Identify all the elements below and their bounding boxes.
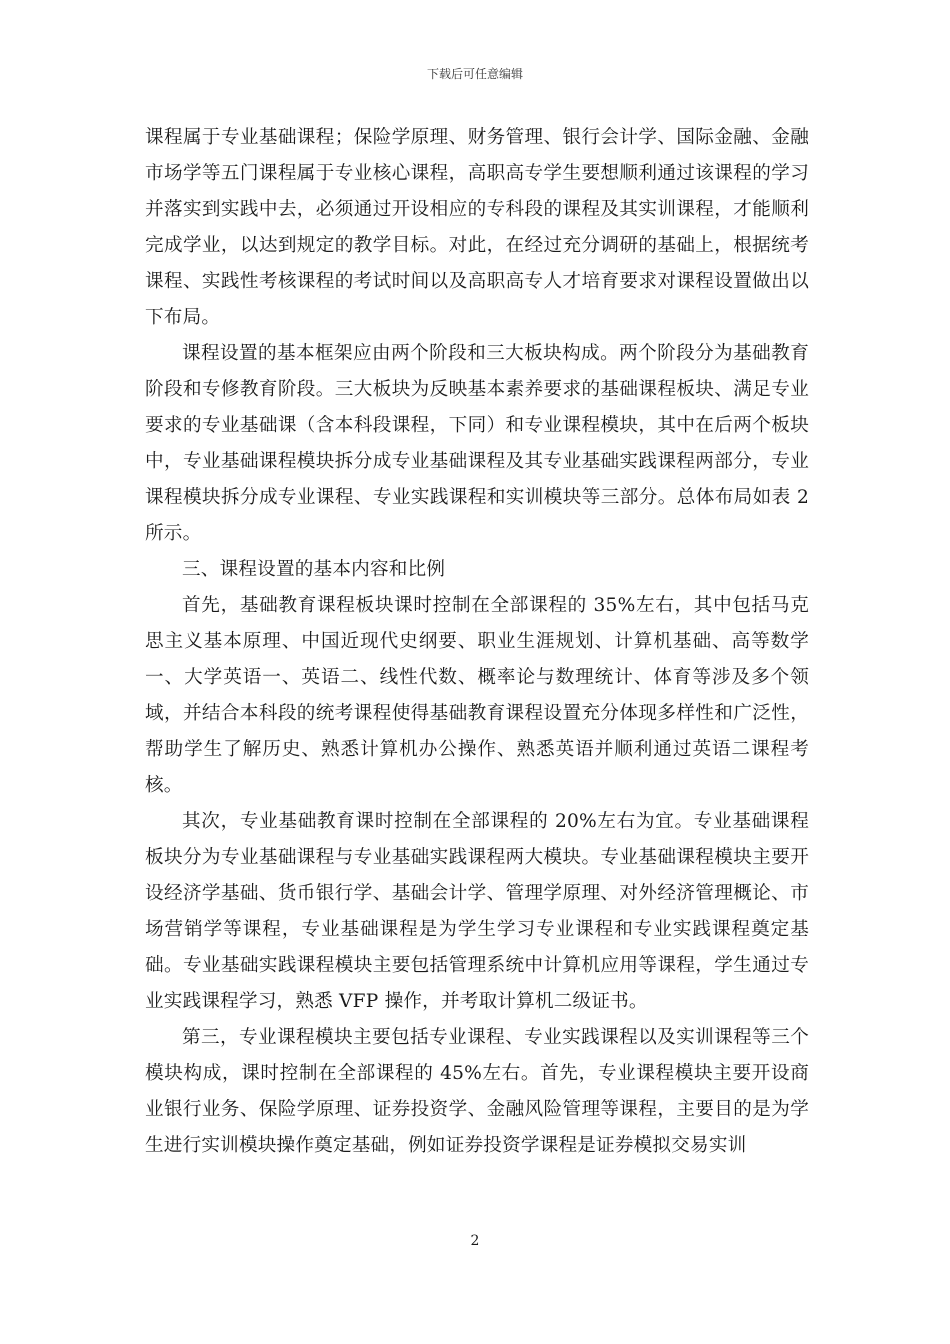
paragraph-3: 首先，基础教育课程板块课时控制在全部课程的 35%左右，其中包括马克思主义基本原理、中国近现代史纲要、职业生涯规划、计算机基础、高等数学一、大学英语一、英语二、线性代数、概率论与数理统计、体育等涉及多个领域，并结合本科段的统考课程使得基础教育课程设置充分体现多样性和广泛性，帮助学生了解历史、熟悉计算机办公操作、熟悉英语并顺利通过英语二课程考核。 bbox=[145, 595, 809, 796]
paragraph-1: 课程属于专业基础课程；保险学原理、财务管理、银行会计学、国际金融、金融市场学等五门课程属于专业核心课程，高职高专学生要想顺利通过该课程的学习并落实到实践中去，必须通过开设相应的专科段的课程及其实训课程，才能顺利完成学业，以达到规定的教学目标。对此，在经过充分调研的基础上，根据统考课程、实践性考核课程的考试时间以及高职高专人才培育要求对课程设置做出以下布局。 bbox=[145, 127, 809, 328]
document-body bbox=[145, 120, 809, 1164]
paragraph-4: 其次，专业基础教育课时控制在全部课程的 20%左右为宜。专业基础课程板块分为专业基础课程与专业基础实践课程两大模块。专业基础课程模块主要开设经济学基础、货币银行学、基础会计学、管理学原理、对外经济管理概论、市场营销学等课程，专业基础课程是为学生学习专业课程和专业实践课程奠定基础。专业基础实践课程模块主要包括管理系统中计算机应用等课程，学生通过专业实践课程学习，熟悉 VFP 操作，并考取计算机二级证书。 bbox=[145, 811, 809, 1012]
section-heading: 三、课程设置的基本内容和比例 bbox=[182, 559, 446, 580]
paragraph-5: 第三，专业课程模块主要包括专业课程、专业实践课程以及实训课程等三个模块构成，课时控制在全部课程的 45%左右。首先，专业课程模块主要开设商业银行业务、保险学原理、证券投资学、金融风险管理等课程，主要目的是为学生进行实训模块操作奠定基础，例如证券投资学课程是证券模拟交易实训 bbox=[145, 1027, 809, 1156]
page-number: 2 bbox=[470, 1233, 480, 1249]
page-header: 下载后可任意编辑 bbox=[426, 67, 523, 81]
paragraph-2: 课程设置的基本框架应由两个阶段和三大板块构成。两个阶段分为基础教育阶段和专修教育阶段。三大板块为反映基本素养要求的基础课程板块、满足专业要求的专业基础课（含本科段课程，下同）和专业课程模块，其中在后两个板块中，专业基础课程模块拆分成专业基础课程及其专业基础实践课程两部分，专业课程模块拆分成专业课程、专业实践课程和实训模块等三部分。总体布局如表 2 所示。 bbox=[145, 343, 809, 544]
